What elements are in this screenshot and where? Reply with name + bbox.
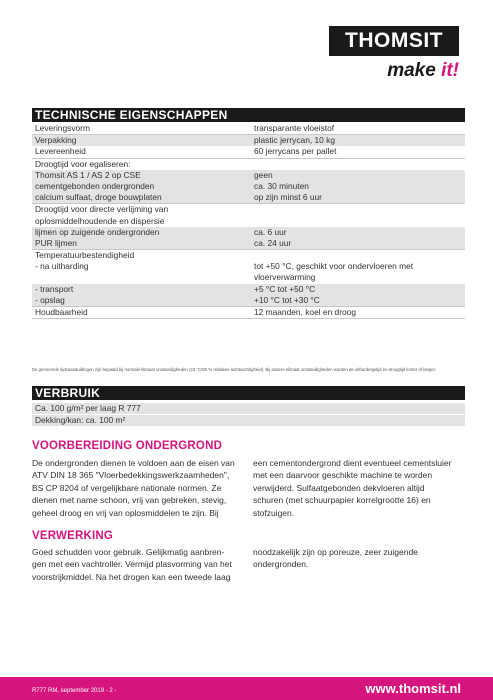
tech-value: ca. 30 minuten: [251, 181, 465, 192]
voorbereiding-left: [32, 457, 247, 519]
tech-value: +10 °C tot +30 °C: [251, 295, 465, 307]
text-line: BS CP 8204 of vergelijkbare nationale normen. Ze: [32, 482, 222, 493]
footer-url: www.thomsit.nl: [365, 681, 461, 696]
verwerking-heading: VERWERKING: [32, 530, 114, 542]
tech-value: +5 °C tot +50 °C: [251, 284, 465, 295]
text-line: gen met een vachtroller. Vermijd plasvorming van het: [32, 559, 232, 570]
verbruik-heading: VERBRUIK: [32, 386, 465, 400]
slogan-main: make: [387, 60, 442, 81]
tech-row: [32, 146, 465, 158]
tech-row: [32, 158, 465, 170]
tech-row: [32, 250, 465, 262]
text-line: dienen met name schoon, vrij van gebreken, stevig,: [32, 495, 227, 506]
tech-value: ca. 24 uur: [251, 238, 465, 250]
tech-value: vloerverwarming: [254, 272, 316, 283]
brand-block: [329, 26, 459, 82]
text-line: geheel droog en vrij van oplosmiddelen te zijn. Bij: [32, 507, 219, 518]
tech-row: [32, 216, 465, 227]
tech-label: lijmen op zuigende ondergronden: [32, 227, 251, 238]
text-line: verwijderd. Sulfaatgebonden dekvloeren altijd: [253, 482, 425, 493]
tech-table: [32, 123, 465, 319]
tech-row: [32, 170, 465, 181]
tech-row: [32, 204, 465, 216]
footnote: De genoemde tijdsaanduidingen zijn bepaald bij normale klimaat omstandigheden (23 °C/50 % relatieve luchtvochtigheid). Bij andere klimaat omstandigheden worden de uithardingstijd en droogtijd korter of langer.: [32, 367, 437, 372]
text-line: noodzakelijk zijn op poreuze, zeer zuigende: [253, 547, 418, 557]
tech-label: Leveringsvorm: [32, 123, 251, 135]
tech-row: [32, 307, 465, 319]
tech-row: [32, 295, 465, 307]
tech-value: ca. 6 uur: [251, 227, 465, 238]
voorbereiding-right: [253, 457, 468, 519]
tech-row: [32, 227, 465, 238]
text-line: voorstrijkmiddel. Na het drogen kan een tweede laag: [32, 571, 231, 582]
tech-label: cementgebonden ondergronden: [32, 181, 251, 192]
text-line: met een daarvoor geschikte machine te worden: [253, 470, 433, 481]
tech-row: [32, 192, 465, 204]
tech-label: Droogtijd voor egaliseren:: [32, 158, 251, 170]
tech-value: transparante vloeistof: [251, 123, 465, 135]
footer-doc-ref: R777 RM, september 2019 - 2 -: [32, 688, 117, 694]
tech-label: PUR lijmen: [32, 238, 251, 250]
text-line: De ondergronden dienen te voldoen aan de eisen van: [32, 458, 235, 468]
text-line: stofzuigen.: [253, 507, 295, 518]
tech-value: [251, 250, 465, 262]
text-line: Goed schudden voor gebruik. Gelijkmatig aanbren-: [32, 547, 225, 557]
tech-label: - opslag: [32, 295, 251, 307]
tech-value: 60 jerrycans per pallet: [254, 146, 337, 157]
tech-label: Temperatuurbestendigheid: [32, 250, 251, 262]
verbruik-line: Ca. 100 g/m² per laag R 777: [32, 403, 465, 414]
tech-row: [32, 123, 465, 135]
tech-label: Verpakking: [32, 135, 251, 147]
tech-row: [32, 135, 465, 147]
tech-row: [32, 181, 465, 192]
verwerking-left: [32, 546, 247, 583]
tech-value: [251, 216, 465, 227]
text-line: een cementondergrond dient eventueel cementsluier: [253, 458, 452, 468]
voorbereiding-heading: VOORBEREIDING ONDERGROND: [32, 440, 223, 452]
tech-label: Thomsit AS 1 / AS 2 op CSE: [32, 170, 251, 181]
slogan-highlight: it!: [441, 60, 459, 81]
tech-row: [32, 284, 465, 295]
verwerking-right: [253, 546, 468, 571]
tech-label: Droogtijd voor directe verlijming van: [32, 204, 251, 216]
tech-label: - na uitharding: [35, 261, 89, 272]
tech-value: [251, 204, 465, 216]
tech-value: op zijn minst 6 uur: [251, 192, 465, 204]
text-line: ondergronden.: [253, 559, 309, 570]
tech-label: Houdbaarheid: [32, 307, 251, 319]
tech-value: [251, 158, 465, 170]
tech-value: plastic jerrycan, 10 kg: [251, 135, 465, 147]
tech-heading: TECHNISCHE EIGENSCHAPPEN: [32, 108, 465, 122]
tech-value: tot +50 °C, geschikt voor ondervloeren met: [254, 261, 414, 272]
text-line: ATV DIN 18 365 "Vloerbedekkingswerkzaamheden",: [32, 470, 230, 481]
tech-label: Levereenheid: [35, 146, 86, 157]
tech-label: - transport: [32, 284, 251, 295]
tech-value: geen: [251, 170, 465, 181]
tech-label: [32, 272, 251, 283]
tech-row: [32, 261, 465, 272]
tech-row: [32, 272, 465, 283]
verbruik-rows: [32, 403, 465, 426]
verbruik-line: Dekking/kan: ca. 100 m²: [32, 415, 465, 426]
tech-label: calcium sulfaat, droge bouwplaten: [32, 192, 251, 204]
thomsit-logo: THOMSIT: [329, 26, 459, 56]
tech-label: oplosmiddelhoudende en dispersie: [35, 215, 165, 226]
tech-row: [32, 238, 465, 250]
slogan: [329, 60, 459, 82]
tech-value: 12 maanden, koel en droog: [251, 307, 465, 319]
text-line: schuren (met schuurpapier korrelgrootte 16) en: [253, 495, 431, 506]
